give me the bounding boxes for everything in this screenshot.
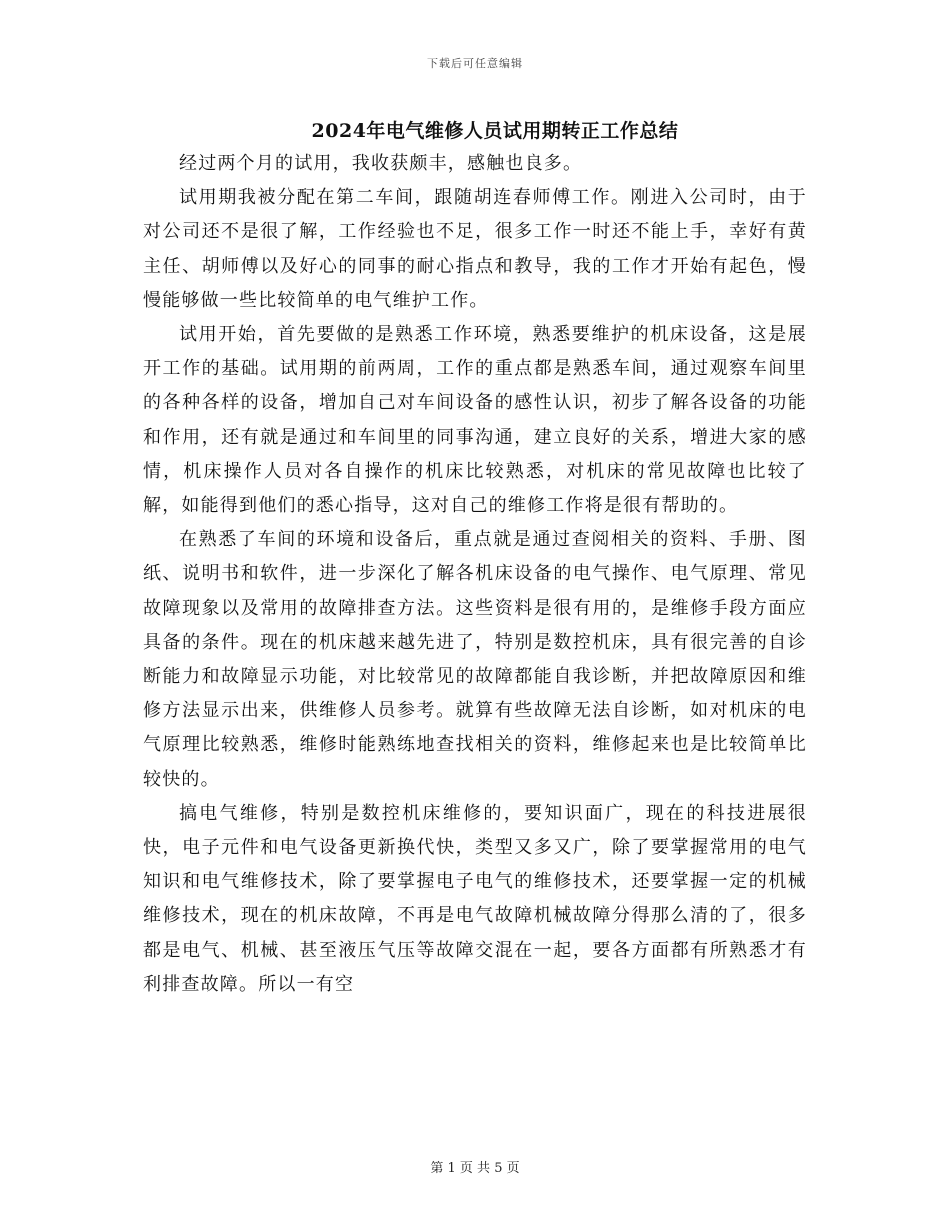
paragraph-2: 试用期我被分配在第二车间，跟随胡连春师傅工作。刚进入公司时，由于对公司还不是很了解，工作经验也不足，很多工作一时还不能上手，幸好有黄主任、胡师傅以及好心的同事的耐心指点和教导，我的工作才开始有起色，慢慢能够做一些比较简单的电气维护工作。 xyxy=(143,187,807,311)
page-number: 第 1 页 共 5 页 xyxy=(430,1161,520,1176)
paragraph-5: 搞电气维修，特别是数控机床维修的，要知识面广，现在的科技进展很快，电子元件和电气设备更新换代快，类型又多又广，除了要掌握常用的电气知识和电气维修技术，除了要掌握电子电气的维修技术，还要掌握一定的机械维修技术，现在的机床故障，不再是电气故障机械故障分得那么清的了，很多都是电气、机械、甚至液压气压等故障交混在一起，要各方面都有所熟悉才有利排查故障。所以一有空 xyxy=(143,802,807,995)
download-note: 下载后可任意编辑 xyxy=(427,57,523,70)
paragraph-1: 经过两个月的试用，我收获颇丰，感触也良多。 xyxy=(179,153,583,174)
document-body xyxy=(143,147,807,1002)
paragraph-3: 试用开始，首先要做的是熟悉工作环境，熟悉要维护的机床设备，这是展开工作的基础。试用期的前两周，工作的重点都是熟悉车间，通过观察车间里的各种各样的设备，增加自己对车间设备的感性认识，初步了解各设备的功能和作用，还有就是通过和车间里的同事沟通，建立良好的关系，增进大家的感情，机床操作人员对各自操作的机床比较熟悉，对机床的常见故障也比较了解，如能得到他们的悉心指导，这对自己的维修工作将是很有帮助的。 xyxy=(143,324,807,517)
paragraph-4: 在熟悉了车间的环境和设备后，重点就是通过查阅相关的资料、手册、图纸、说明书和软件，进一步深化了解各机床设备的电气操作、电气原理、常见故障现象以及常用的故障排查方法。这些资料是很有用的，是维修手段方面应具备的条件。现在的机床越来越先进了，特别是数控机床，具有很完善的自诊断能力和故障显示功能，对比较常见的故障都能自我诊断，并把故障原因和维修方法显示出来，供维修人员参考。就算有些故障无法自诊断，如对机床的电气原理比较熟悉，维修时能熟练地查找相关的资料，维修起来也是比较简单比较快的。 xyxy=(143,529,807,790)
document-title: 2024年电气维修人员试用期转正工作总结 xyxy=(311,120,679,142)
